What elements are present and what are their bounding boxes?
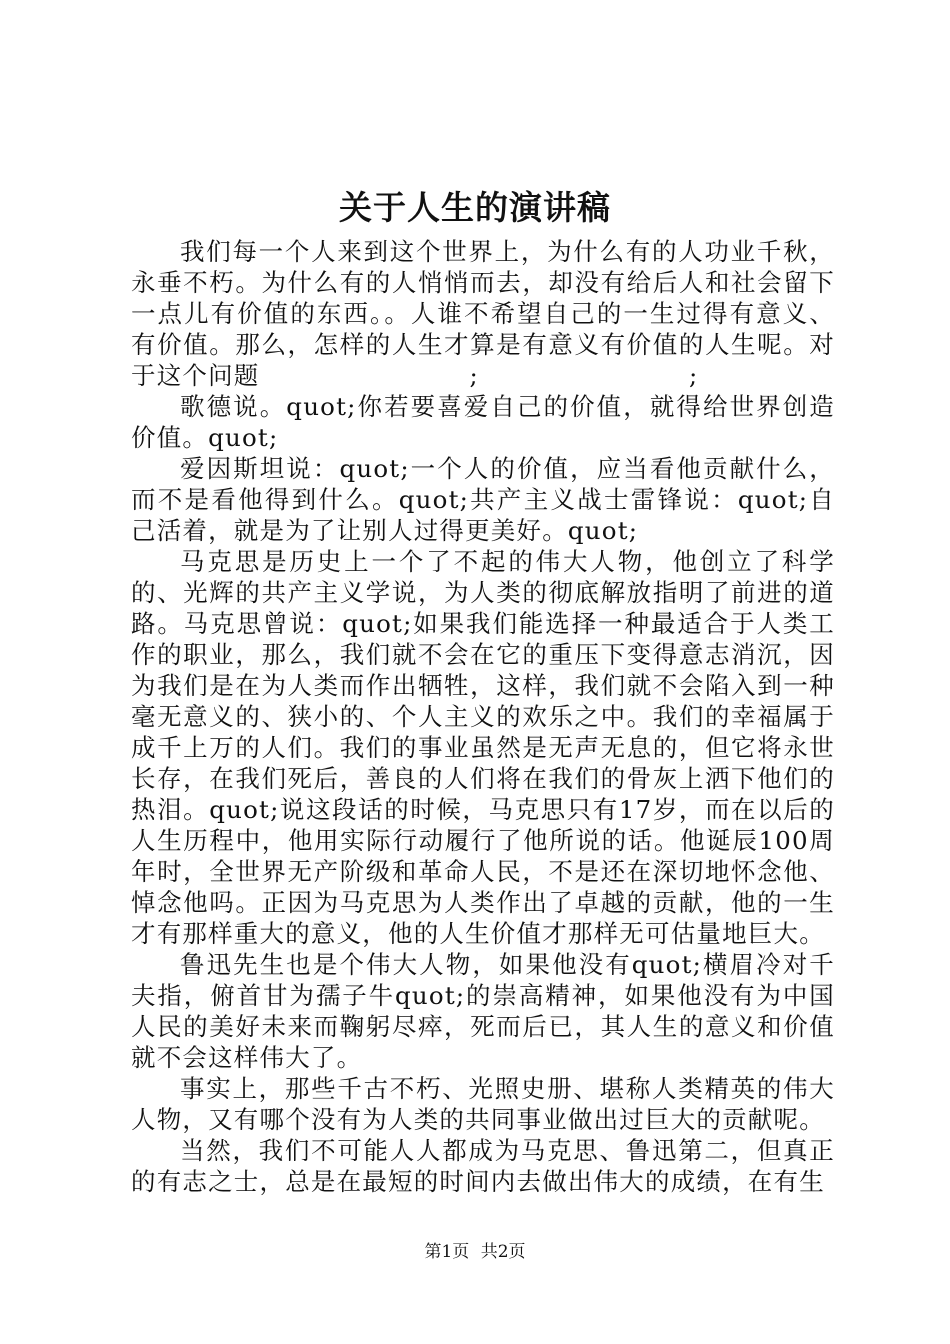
paragraph-luxun: 鲁迅先生也是个伟大人物，如果他没有quot;横眉冷对千夫指，俯首甘为孺子牛quot;的崇高精神，如果他没有为中国人民的美好未来而鞠躬尽瘁，死而后已，其人生的意义和价值就不会这样伟大了。 [131, 950, 835, 1072]
paragraph-goethe: 歌德说。quot;你若要喜爱自己的价值，就得给世界创造价值。quot; [131, 392, 835, 452]
document-body [131, 236, 835, 1197]
paragraph-einstein: 爱因斯坦说：quot;一个人的价值，应当看他贡献什么，而不是看他得到什么。quot;共产主义战士雷锋说：quot;自己活着，就是为了让别人过得更美好。quot; [131, 454, 835, 545]
page-number: 第1页 [424, 1242, 470, 1262]
page-total: 共2页 [480, 1242, 526, 1262]
semicolon-mark: ; [688, 361, 699, 390]
paragraph-intro [131, 236, 835, 391]
document-title: 关于人生的演讲稿 [339, 188, 611, 227]
page-footer [0, 1240, 950, 1264]
paragraph-conclusion: 当然，我们不可能人人都成为马克思、鲁迅第二，但真正的有志之士，总是在最短的时间内去做出伟大的成绩，在有生 [131, 1136, 835, 1196]
paragraph-intro-text: 我们每一个人来到这个世界上，为什么有的人功业千秋，永垂不朽。为什么有的人悄悄而去，却没有给后人和社会留下一点儿有价值的东西。。人谁不希望自己的一生过得有意义、有价值。那么，怎样的人生才算是有意义有价值的人生呢。对于这个问题 [131, 237, 835, 390]
paragraph-marx: 马克思是历史上一个了不起的伟大人物，他创立了科学的、光辉的共产主义学说，为人类的彻底解放指明了前进的道路。马克思曾说：quot;如果我们能选择一种最适合于人类工作的职业，那么，我们就不会在它的重压下变得意志消沉，因为我们是在为人类而作出牺牲，这样，我们就不会陷入到一种毫无意义的、狭小的、个人主义的欢乐之中。我们的幸福属于成千上万的人们。我们的事业虽然是无声无息的，但它将永世长存，在我们死后，善良的人们将在我们的骨灰上洒下他们的热泪。quot;说这段话的时候，马克思只有17岁，而在以后的人生历程中，他用实际行动履行了他所说的话。他诞辰100周年时，全世界无产阶级和革命人民，不是还在深切地怀念他、悼念他吗。正因为马克思为人类作出了卓越的贡献，他的一生才有那样重大的意义，他的人生价值才那样无可估量地巨大。 [131, 547, 835, 948]
paragraph-facts: 事实上，那些千古不朽、光照史册、堪称人类精英的伟大人物，又有哪个没有为人类的共同事业做出过巨大的贡献呢。 [131, 1074, 835, 1134]
semicolon-mark: ; [469, 361, 479, 390]
